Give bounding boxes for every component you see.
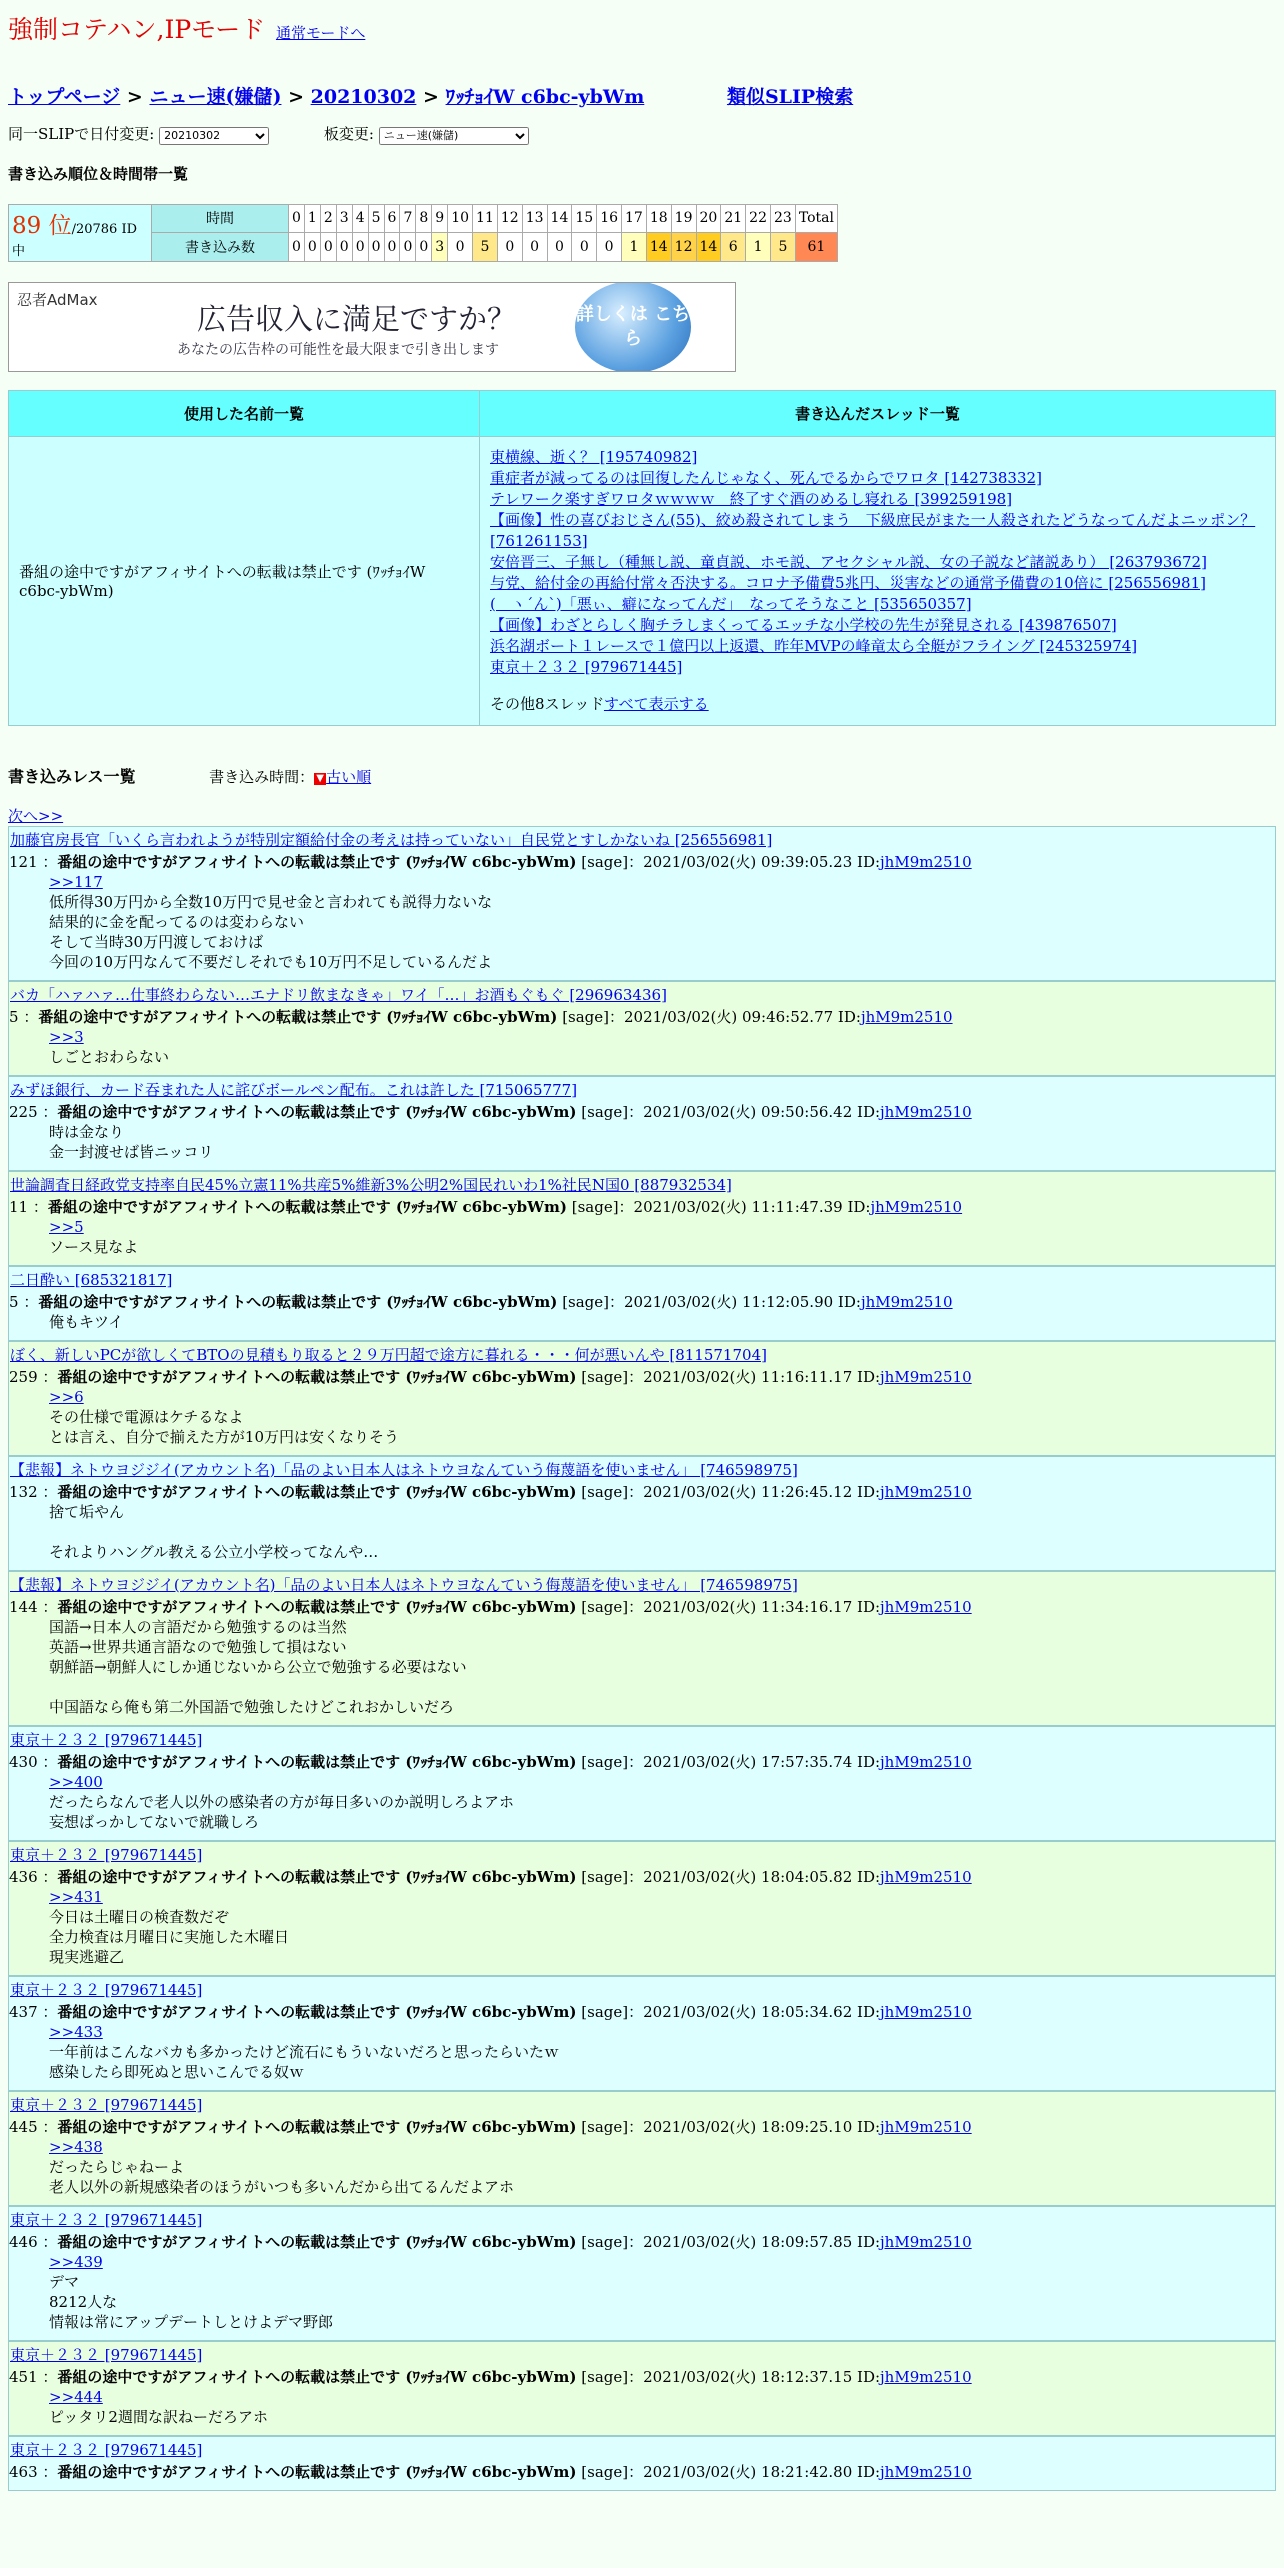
post-text-line: それよりハングル教える公立小学校ってなんや… — [49, 1542, 379, 1561]
post-text-line: 全力検査は月曜日に実施した木曜日 — [49, 1927, 290, 1946]
count-cell: 0 — [368, 233, 384, 262]
other-threads — [490, 694, 1265, 715]
post-text-line: しごとおわらない — [49, 1047, 170, 1066]
count-cell: 14 — [646, 233, 671, 262]
post-anchor-link[interactable]: >>438 — [49, 2137, 103, 2156]
post-number: 437 — [9, 2002, 38, 2021]
hour-cell: 13 — [522, 204, 547, 233]
post-id-link[interactable]: jhM9m2510 — [880, 1367, 972, 1386]
count-cell: 0 — [547, 233, 572, 262]
hour-cell: 0 — [289, 204, 305, 233]
post-text-line: とは言え、自分で揃えた方が10万円は安くなりそう — [49, 1427, 399, 1446]
post-id-link[interactable]: jhM9m2510 — [880, 2367, 972, 2386]
post — [8, 981, 1276, 1076]
breadcrumb-date-link[interactable]: 20210302 — [310, 86, 417, 108]
post-number: 144 — [9, 1597, 38, 1616]
sort-control — [209, 768, 371, 786]
count-label: 書き込み数 — [152, 233, 289, 262]
post-text-line: 老人以外の新規感染者のほうがいつも多いんだから出てるんだよアホ — [49, 2177, 515, 2196]
post-body — [9, 1617, 1275, 1717]
count-cell: 5 — [473, 233, 498, 262]
post — [8, 1976, 1276, 2091]
post-text-line: 国語→日本人の言語だから勉強するのは当然 — [49, 1617, 347, 1636]
count-cell: 0 — [384, 233, 400, 262]
post-anchor-link[interactable]: >>400 — [49, 1772, 103, 1791]
post-id-link[interactable]: jhM9m2510 — [880, 1102, 972, 1121]
ad-subtext: あなたの広告枠の可能性を最大限まで引き出します — [177, 341, 499, 358]
post-header: 259 ：番組の途中ですがアフィサイトへの転載は禁止です (ﾜｯﾁｮｲW c6bc-ybWm) [sage]：2021/03/02(火) 11:16:11.17 ID:jhM9m2510 — [9, 1367, 972, 1386]
count-cell: 0 — [352, 233, 368, 262]
post-thread-link[interactable]: 東京＋２３２ [979671445] — [10, 2345, 203, 2364]
mode-title: 強制コテハン,IPモード — [8, 15, 266, 44]
post-text-line: 結果的に金を配ってるのは変わらない — [49, 912, 305, 931]
hour-cell: 8 — [416, 204, 432, 233]
post-id-link[interactable]: jhM9m2510 — [880, 1597, 972, 1616]
post-meta: [sage]：2021/03/02(火) 18:09:57.85 ID: — [581, 2232, 881, 2251]
post-header: 437 ：番組の途中ですがアフィサイトへの転載は禁止です (ﾜｯﾁｮｲW c6bc-ybWm) [sage]：2021/03/02(火) 18:05:34.62 ID:jhM9m2510 — [9, 2002, 972, 2021]
count-cell: 0 — [304, 233, 320, 262]
post-body — [9, 2387, 1275, 2427]
post-meta: [sage]：2021/03/02(火) 11:34:16.17 ID: — [581, 1597, 881, 1616]
post-thread-link[interactable]: ぼく、新しいPCが欲しくてBTOの見積もり取ると２９万円超で途方に暮れる・・・何が悪いんや [811571704] — [10, 1345, 767, 1364]
post-body — [9, 2252, 1275, 2332]
hour-cell: 6 — [384, 204, 400, 233]
count-cell: 0 — [497, 233, 522, 262]
post-text-line: 時は金なり — [49, 1122, 125, 1141]
post — [8, 1341, 1276, 1456]
post-number: 5 — [9, 1292, 19, 1311]
post-body — [9, 1122, 1275, 1162]
count-cell: 0 — [572, 233, 597, 262]
hour-cell: 1 — [304, 204, 320, 233]
hour-cell: 2 — [320, 204, 336, 233]
hour-cell: 5 — [368, 204, 384, 233]
post-list — [8, 826, 1276, 2491]
hour-cell: 14 — [547, 204, 572, 233]
post-anchor-link[interactable]: >>3 — [49, 1027, 84, 1046]
post-header: 436 ：番組の途中ですがアフィサイトへの転載は禁止です (ﾜｯﾁｮｲW c6bc-ybWm) [sage]：2021/03/02(火) 18:04:05.82 ID:jhM9m2510 — [9, 1867, 972, 1886]
thread-link[interactable]: テレワーク楽すぎワロタｗｗｗｗ 終了すぐ酒のめるし寝れる [399259198] — [490, 489, 1013, 508]
post-header: 5 ：番組の途中ですがアフィサイトへの転載は禁止です (ﾜｯﾁｮｲW c6bc-ybWm) [sage]：2021/03/02(火) 11:12:05.90 ID:jhM9m2510 — [9, 1292, 953, 1311]
count-cell: 0 — [448, 233, 473, 262]
hour-cell: 12 — [497, 204, 522, 233]
post — [8, 2436, 1276, 2491]
names-column-header: 使用した名前一覧 — [9, 390, 480, 436]
post-id-link[interactable]: jhM9m2510 — [880, 2462, 972, 2481]
sort-down-icon[interactable]: ▼ — [314, 773, 326, 785]
post — [8, 2091, 1276, 2206]
post-number: 445 — [9, 2117, 38, 2136]
count-cell: 0 — [320, 233, 336, 262]
post-text-line: 英語→世界共通言語なので勉強して損はない — [49, 1637, 347, 1656]
date-change-label: 同一SLIPで日付変更: — [8, 125, 155, 143]
show-all-threads-link[interactable]: すべて表示する — [603, 694, 709, 713]
post-body — [9, 1502, 1275, 1562]
used-name: 番組の途中ですがアフィサイトへの転載は禁止です (ﾜｯﾁｮｲW c6bc-ybWm) — [9, 436, 480, 725]
post-text-line: 俺もキツイ — [49, 1312, 124, 1331]
post-text-line: だったらなんで老人以外の感染者の方が毎日多いのか説明しろよアホ — [49, 1792, 515, 1811]
post-thread-link[interactable]: 東京＋２３２ [979671445] — [10, 1730, 203, 1749]
threads-column-header: 書き込んだスレッド一覧 — [480, 390, 1276, 436]
hour-cell: 20 — [696, 204, 721, 233]
post-meta: [sage]：2021/03/02(火) 11:16:11.17 ID: — [581, 1367, 881, 1386]
selector-row — [8, 123, 1276, 145]
posts-title: 書き込みレス一覧 — [8, 766, 136, 786]
post — [8, 1726, 1276, 1841]
post-name: 番組の途中ですがアフィサイトへの転載は禁止です (ﾜｯﾁｮｲW c6bc-ybWm) — [57, 2462, 577, 2481]
similar-slip-search-link[interactable]: 類似SLIP検索 — [726, 86, 854, 108]
thread-links — [490, 447, 1265, 678]
next-page-link[interactable]: 次へ>> — [8, 806, 64, 825]
post-text-line: 一年前はこんなバカも多かったけど流石にもういないだろと思ったらいたｗ — [49, 2042, 560, 2061]
post-anchor-link[interactable]: >>117 — [49, 872, 103, 891]
post — [8, 1841, 1276, 1976]
date-select[interactable] — [159, 127, 269, 145]
hour-cell: 3 — [336, 204, 352, 233]
post-text-line: ピッタリ2週間な訳ねーだろアホ — [49, 2407, 268, 2426]
post-header: 225 ：番組の途中ですがアフィサイトへの転載は禁止です (ﾜｯﾁｮｲW c6bc-ybWm) [sage]：2021/03/02(火) 09:50:56.42 ID:jhM9m2510 — [9, 1102, 972, 1121]
count-cell: 1 — [746, 233, 771, 262]
posts-header — [8, 764, 1276, 787]
post — [8, 2206, 1276, 2341]
post-thread-link[interactable]: 東京＋２３２ [979671445] — [10, 1845, 203, 1864]
thread-link[interactable]: 【画像】わざとらしく胸チラしまくってるエッチな小学校の先生が発見される [439876507] — [490, 615, 1117, 634]
hour-cell: 4 — [352, 204, 368, 233]
post-id-link[interactable]: jhM9m2510 — [860, 1292, 953, 1311]
post-header: 11 ：番組の途中ですがアフィサイトへの転載は禁止です (ﾜｯﾁｮｲW c6bc-ybWm) [sage]：2021/03/02(火) 11:11:47.39 ID:jhM9m2510 — [9, 1197, 963, 1216]
post-body — [9, 1027, 1275, 1067]
thread-link[interactable]: ( ヽ´ん`)「悪ぃ、癖になってんだ」 なってそうなこと [535650357] — [490, 594, 972, 613]
ad-logo: 忍者AdMax — [17, 290, 98, 309]
post-body — [9, 1217, 1275, 1257]
post-text-line: だったらじゃねーよ — [49, 2157, 185, 2176]
post-text-line: 今回の10万円なんて不要だしそれでも10万円不足しているんだよ — [49, 952, 493, 971]
rank-section-title: 書き込み順位＆時間帯一覧 — [8, 164, 189, 183]
post-number: 446 — [9, 2232, 38, 2251]
post-text-line: 今日は土曜日の検査数だぞ — [49, 1907, 230, 1926]
normal-mode-link[interactable]: 通常モードへ — [275, 24, 366, 42]
post-body — [9, 1312, 1275, 1332]
post-text-line: そして当時30万円渡しておけば — [49, 932, 264, 951]
rank-cell — [9, 204, 152, 261]
breadcrumb-top-link[interactable]: トップページ — [8, 86, 121, 108]
rank-number: 89 位 — [12, 212, 72, 239]
post-thread-link[interactable]: みずほ銀行、カード吞まれた人に詫びボールペン配布。これは許した [715065777] — [10, 1080, 578, 1099]
post-name: 番組の途中ですがアフィサイトへの転載は禁止です (ﾜｯﾁｮｲW c6bc-ybWm) — [57, 1597, 577, 1616]
post-id-link[interactable]: jhM9m2510 — [880, 1482, 972, 1501]
count-cell: 14 — [696, 233, 721, 262]
post-number: 11 — [9, 1197, 29, 1216]
post-number: 132 — [9, 1482, 38, 1501]
sort-oldest-link[interactable]: 古い順 — [326, 767, 372, 786]
names-threads-table — [8, 390, 1276, 726]
post-text-line: 低所得30万円から全数10万円で見せ金と言われても説得力ないな — [49, 892, 493, 911]
post-thread-link[interactable]: 【悲報】ネトウヨジジイ(アカウント名)「品のよい日本人はネトウヨなんていう侮蔑語を使いません」 [746598975] — [10, 1575, 798, 1594]
thread-link[interactable]: 与党、給付金の再給付常々否決する。コロナ予備費5兆円、災害などの通常予備費の10倍に [256556981] — [490, 573, 1206, 592]
post-id-link[interactable]: jhM9m2510 — [860, 1007, 953, 1026]
post-meta: [sage]：2021/03/02(火) 09:46:52.77 ID: — [562, 1007, 861, 1026]
post — [8, 1171, 1276, 1266]
sort-label: 書き込み時間： — [209, 767, 315, 786]
post — [8, 1076, 1276, 1171]
count-cell: 6 — [721, 233, 746, 262]
mode-row — [8, 10, 1276, 44]
post-id-link[interactable]: jhM9m2510 — [880, 2232, 972, 2251]
post-header: 144 ：番組の途中ですがアフィサイトへの転載は禁止です (ﾜｯﾁｮｲW c6bc-ybWm) [sage]：2021/03/02(火) 11:34:16.17 ID:jhM9m2510 — [9, 1597, 972, 1616]
post-header: 121 ：番組の途中ですがアフィサイトへの転載は禁止です (ﾜｯﾁｮｲW c6bc-ybWm) [sage]：2021/03/02(火) 09:39:05.23 ID:jhM9m2510 — [9, 852, 972, 871]
breadcrumb-separator: > — [288, 86, 304, 108]
post-name: 番組の途中ですがアフィサイトへの転載は禁止です (ﾜｯﾁｮｲW c6bc-ybWm) — [57, 1482, 577, 1501]
post-anchor-link[interactable]: >>6 — [49, 1387, 84, 1406]
post-anchor-link[interactable]: >>431 — [49, 1887, 103, 1906]
hour-cell: 17 — [622, 204, 647, 233]
post-meta: [sage]：2021/03/02(火) 09:39:05.23 ID: — [581, 852, 881, 871]
ad-banner[interactable] — [8, 282, 736, 372]
post-name: 番組の途中ですがアフィサイトへの転載は禁止です (ﾜｯﾁｮｲW c6bc-ybWm) — [57, 1102, 577, 1121]
hour-cell: 11 — [473, 204, 498, 233]
post-text-line: 妄想ばっかしてないで就職しろ — [49, 1812, 260, 1831]
hour-cell: 23 — [770, 204, 795, 233]
post-meta: [sage]：2021/03/02(火) 18:21:42.80 ID: — [581, 2462, 881, 2481]
post-text-line: ソース見なよ — [49, 1237, 139, 1256]
thread-link[interactable]: 東横線、逝く？ [195740982] — [490, 447, 698, 466]
post-id-link[interactable]: jhM9m2510 — [880, 852, 972, 871]
post-id-link[interactable]: jhM9m2510 — [880, 2117, 972, 2136]
post-name: 番組の途中ですがアフィサイトへの転載は禁止です (ﾜｯﾁｮｲW c6bc-ybWm) — [38, 1007, 558, 1026]
post-text-line — [49, 1522, 1275, 1542]
post-thread-link[interactable]: バカ「ハァハァ…仕事終わらない…エナドリ飲まなきゃ」ワイ「…」お酒もぐもぐ [296963436] — [10, 985, 667, 1004]
post-header: 446 ：番組の途中ですがアフィサイトへの転載は禁止です (ﾜｯﾁｮｲW c6bc-ybWm) [sage]：2021/03/02(火) 18:09:57.85 ID:jhM9m2510 — [9, 2232, 972, 2251]
post-text-line — [49, 1677, 1275, 1697]
post-meta: [sage]：2021/03/02(火) 11:12:05.90 ID: — [562, 1292, 861, 1311]
post-header: 451 ：番組の途中ですがアフィサイトへの転載は禁止です (ﾜｯﾁｮｲW c6bc-ybWm) [sage]：2021/03/02(火) 18:12:37.15 ID:jhM9m2510 — [9, 2367, 972, 2386]
post-meta: [sage]：2021/03/02(火) 18:12:37.15 ID: — [581, 2367, 881, 2386]
post-body — [9, 1772, 1275, 1832]
post-body — [9, 1887, 1275, 1967]
hour-cell: 15 — [572, 204, 597, 233]
post-anchor-link[interactable]: >>5 — [49, 1217, 84, 1236]
count-cell: 5 — [770, 233, 795, 262]
post-anchor-link[interactable]: >>433 — [49, 2022, 103, 2041]
post-number: 430 — [9, 1752, 38, 1771]
post-name: 番組の途中ですがアフィサイトへの転載は禁止です (ﾜｯﾁｮｲW c6bc-ybWm) — [47, 1197, 567, 1216]
count-cell: 12 — [671, 233, 696, 262]
post-number: 225 — [9, 1102, 38, 1121]
post — [8, 2341, 1276, 2436]
post-number: 121 — [9, 852, 38, 871]
post-number: 451 — [9, 2367, 38, 2386]
board-change-label: 板変更: — [323, 125, 374, 143]
post-meta: [sage]：2021/03/02(火) 09:50:56.42 ID: — [581, 1102, 881, 1121]
post-thread-link[interactable]: 加藤官房長官「いくら言われようが特別定額給付金の考えは持っていない」自民党とすしかないね [256556981] — [10, 830, 773, 849]
breadcrumb-board-link[interactable]: ニュー速(嫌儲) — [149, 86, 282, 108]
board-select[interactable] — [379, 127, 529, 145]
post-id-link[interactable]: jhM9m2510 — [880, 1867, 972, 1886]
post-thread-link[interactable]: 東京＋２３２ [979671445] — [10, 1980, 203, 1999]
count-cell: 1 — [622, 233, 647, 262]
post-name: 番組の途中ですがアフィサイトへの転載は禁止です (ﾜｯﾁｮｲW c6bc-ybWm) — [57, 1367, 577, 1386]
thread-link[interactable]: 安倍晋三、子無し（種無し説、童貞説、ホモ説、アセクシャル説、女の子説など諸説あり） [263793672] — [490, 552, 1207, 571]
post-anchor-link[interactable]: >>444 — [49, 2387, 103, 2406]
post-meta: [sage]：2021/03/02(火) 11:26:45.12 ID: — [581, 1482, 881, 1501]
hour-cell: Total — [795, 204, 837, 233]
post-name: 番組の途中ですがアフィサイトへの転載は禁止です (ﾜｯﾁｮｲW c6bc-ybWm) — [57, 2367, 577, 2386]
post-thread-link[interactable]: 東京＋２３２ [979671445] — [10, 2095, 203, 2114]
post-name: 番組の途中ですがアフィサイトへの転載は禁止です (ﾜｯﾁｮｲW c6bc-ybWm) — [57, 852, 577, 871]
post-name: 番組の途中ですがアフィサイトへの転載は禁止です (ﾜｯﾁｮｲW c6bc-ybWm) — [57, 2117, 577, 2136]
post — [8, 1266, 1276, 1341]
post-id-link[interactable]: jhM9m2510 — [880, 2002, 972, 2021]
breadcrumb — [8, 82, 1276, 109]
post-text-line: その仕様で電源はケチるなよ — [49, 1407, 244, 1426]
post-number: 5 — [9, 1007, 19, 1026]
post-meta: [sage]：2021/03/02(火) 18:04:05.82 ID: — [581, 1867, 881, 1886]
post-text-line: 情報は常にアップデートしとけよデマ野郎 — [49, 2312, 333, 2331]
post-number: 463 — [9, 2462, 38, 2481]
post-name: 番組の途中ですがアフィサイトへの転載は禁止です (ﾜｯﾁｮｲW c6bc-ybWm) — [57, 2232, 577, 2251]
count-cell: 3 — [432, 233, 448, 262]
post-id-link[interactable]: jhM9m2510 — [870, 1197, 963, 1216]
post-header: 132 ：番組の途中ですがアフィサイトへの転載は禁止です (ﾜｯﾁｮｲW c6bc-ybWm) [sage]：2021/03/02(火) 11:26:45.12 ID:jhM9m2510 — [9, 1482, 972, 1501]
ad-details-button[interactable]: 詳しくは こちら — [575, 282, 691, 372]
post-meta: [sage]：2021/03/02(火) 11:11:47.39 ID: — [571, 1197, 871, 1216]
count-cell: 0 — [289, 233, 305, 262]
count-cell: 0 — [597, 233, 622, 262]
post-text-line: 朝鮮語→朝鮮人にしか通じないから公立で勉強する必要はない — [49, 1657, 467, 1676]
count-cell: 0 — [336, 233, 352, 262]
post-meta: [sage]：2021/03/02(火) 18:09:25.10 ID: — [581, 2117, 881, 2136]
breadcrumb-separator: > — [126, 86, 143, 108]
post-text-line: 8212人な — [49, 2292, 118, 2311]
post-header: 463 ：番組の途中ですがアフィサイトへの転載は禁止です (ﾜｯﾁｮｲW c6bc-ybWm) [sage]：2021/03/02(火) 18:21:42.80 ID:jhM9m2510 — [9, 2462, 972, 2481]
post-meta: [sage]：2021/03/02(火) 17:57:35.74 ID: — [581, 1752, 881, 1771]
post-thread-link[interactable]: 【悲報】ネトウヨジジイ(アカウント名)「品のよい日本人はネトウヨなんていう侮蔑語を使いません」 [746598975] — [10, 1460, 798, 1479]
post-name: 番組の途中ですがアフィサイトへの転載は禁止です (ﾜｯﾁｮｲW c6bc-ybWm) — [57, 1867, 577, 1886]
post-header: 5 ：番組の途中ですがアフィサイトへの転載は禁止です (ﾜｯﾁｮｲW c6bc-ybWm) [sage]：2021/03/02(火) 09:46:52.77 ID:jhM9m2510 — [9, 1007, 953, 1026]
post-header: 430 ：番組の途中ですがアフィサイトへの転載は禁止です (ﾜｯﾁｮｲW c6bc-ybWm) [sage]：2021/03/02(火) 17:57:35.74 ID:jhM9m2510 — [9, 1752, 972, 1771]
ad-headline: 広告収入に満足ですか？ — [197, 301, 517, 336]
thread-link[interactable]: 【画像】性の喜びおじさん(55)、絞め殺されてしまう 下級庶民がまた一人殺されたどうなってんだよニッポン？ [761261153] — [490, 510, 1256, 550]
post-text-line: 中国語なら俺も第二外国語で勉強したけどこれおかしいだろ — [49, 1697, 455, 1716]
rank-total: /20786 ID中 — [12, 221, 138, 259]
hour-cell: 16 — [597, 204, 622, 233]
thread-link[interactable]: 東京＋２３２ [979671445] — [490, 657, 683, 676]
post-text-line: 現実逃避乙 — [49, 1947, 125, 1966]
post-text-line: 感染したら即死ぬと思いこんでる奴ｗ — [49, 2062, 305, 2081]
hour-cell: 22 — [746, 204, 771, 233]
count-cell: 0 — [400, 233, 416, 262]
post — [8, 826, 1276, 981]
post-body — [9, 2137, 1275, 2197]
post-number: 259 — [9, 1367, 38, 1386]
post-anchor-link[interactable]: >>439 — [49, 2252, 103, 2271]
post-text-line: 金一封渡せば皆ニッコリ — [49, 1142, 214, 1161]
post-header: 445 ：番組の途中ですがアフィサイトへの転載は禁止です (ﾜｯﾁｮｲW c6bc-ybWm) [sage]：2021/03/02(火) 18:09:25.10 ID:jhM9m2510 — [9, 2117, 972, 2136]
breadcrumb-separator: > — [423, 86, 439, 108]
hour-cell: 9 — [432, 204, 448, 233]
thread-list — [480, 436, 1276, 725]
post-thread-link[interactable]: 世論調査日経政党支持率自民45%立憲11%共産5%維新3%公明2%国民れいわ1%社民N国0 [887932534] — [10, 1175, 732, 1194]
post-thread-link[interactable]: 東京＋２３２ [979671445] — [10, 2210, 203, 2229]
hour-cell: 7 — [400, 204, 416, 233]
thread-link[interactable]: 浜名湖ボート１レースで１億円以上返還、昨年MVPの峰竜太ら全艇がフライング [245325974] — [490, 636, 1138, 655]
time-label: 時間 — [152, 204, 289, 233]
post-text-line: 捨て垢やん — [49, 1502, 125, 1521]
post — [8, 1456, 1276, 1571]
post-name: 番組の途中ですがアフィサイトへの転載は禁止です (ﾜｯﾁｮｲW c6bc-ybWm) — [57, 2002, 577, 2021]
post-thread-link[interactable]: 東京＋２３２ [979671445] — [10, 2440, 203, 2459]
other-threads-text: その他8スレッド — [490, 694, 604, 713]
count-cell: 0 — [416, 233, 432, 262]
rank-table — [8, 204, 838, 262]
post-thread-link[interactable]: 二日酔い [685321817] — [10, 1270, 173, 1289]
breadcrumb-slip-link[interactable]: ﾜｯﾁｮｲW c6bc-ybWm — [445, 86, 645, 108]
post-meta: [sage]：2021/03/02(火) 18:05:34.62 ID: — [581, 2002, 881, 2021]
post-body — [9, 872, 1275, 972]
post-body — [9, 2022, 1275, 2082]
post-text-line: デマ — [49, 2272, 80, 2291]
hour-cell: 21 — [721, 204, 746, 233]
post-name: 番組の途中ですがアフィサイトへの転載は禁止です (ﾜｯﾁｮｲW c6bc-ybWm) — [57, 1752, 577, 1771]
count-cell: 61 — [795, 233, 837, 262]
hour-cell: 10 — [448, 204, 473, 233]
post — [8, 1571, 1276, 1726]
rank-table-wrap — [8, 204, 1276, 262]
post-number: 436 — [9, 1867, 38, 1886]
hour-cell: 19 — [671, 204, 696, 233]
post-id-link[interactable]: jhM9m2510 — [880, 1752, 972, 1771]
hour-cell: 18 — [646, 204, 671, 233]
thread-link[interactable]: 重症者が減ってるのは回復したんじゃなく、死んでるからでワロタ [142738332] — [490, 468, 1042, 487]
count-cell: 0 — [522, 233, 547, 262]
post-name: 番組の途中ですがアフィサイトへの転載は禁止です (ﾜｯﾁｮｲW c6bc-ybWm) — [38, 1292, 558, 1311]
post-body — [9, 1387, 1275, 1447]
